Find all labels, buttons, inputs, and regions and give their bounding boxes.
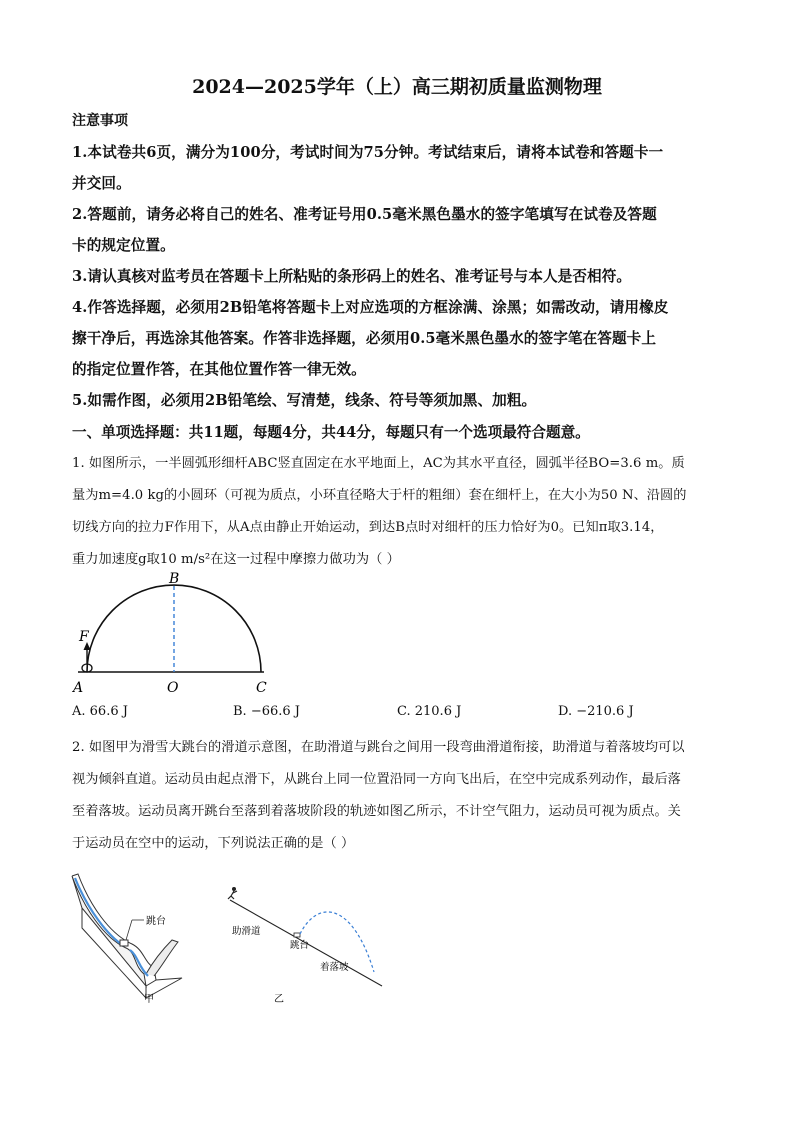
page-title: 2024—2025学年（上）高三期初质量监测物理 [192, 76, 602, 98]
notice-line-4: 卡的规定位置。 [72, 237, 175, 254]
q2-line-1: 2. 如图甲为滑雪大跳台的滑道示意图，在助滑道与跳台之间用一段弯曲滑道衔接，助滑道与着落坡均可以 [72, 740, 685, 755]
q2-figure-jia [64, 868, 204, 1008]
q1-line-4: 重力加速度g取10 m/s²在这一过程中摩擦力做功为（ ） [72, 552, 400, 567]
q1-figure-semicircle [68, 568, 278, 698]
q2-figure-yi [222, 880, 392, 1010]
section-heading: 一、单项选择题：共11题，每题4分，共44分，每题只有一个选项最符合题意。 [72, 424, 590, 441]
notice-line-2: 并交回。 [72, 175, 131, 192]
label-c: C [256, 680, 267, 696]
caption-jia: 甲 [144, 994, 154, 1005]
skier-icon [228, 887, 237, 899]
q1-option-a: A. 66.6 J [72, 704, 128, 719]
label-o: O [167, 680, 179, 696]
caption-yi: 乙 [274, 994, 284, 1005]
ramp-leader [126, 920, 132, 940]
label-b: B [169, 571, 180, 587]
notice-line-9: 5.如需作图，必须用2B铅笔绘、写清楚，线条、符号等须加黑、加粗。 [72, 392, 537, 409]
q1-option-b: B. −66.6 J [233, 704, 300, 719]
q1-option-c: C. 210.6 J [397, 704, 462, 719]
label-a: A [73, 680, 84, 696]
label-f: F [79, 629, 89, 645]
q2-line-2: 视为倾斜直道。运动员由起点滑下，从跳台上同一位置沿同一方向飞出后，在空中完成系列动作，最后落 [72, 772, 681, 787]
label-ramp-yi: 跳台 [290, 940, 310, 951]
ramp-block [120, 940, 128, 946]
slope-outer [72, 876, 146, 986]
q1-option-d: D. −210.6 J [558, 704, 634, 719]
q2-line-3: 至着落坡。运动员离开跳台至落到着落坡阶段的轨迹如图乙所示，不计空气阻力，运动员可视为质点。关 [72, 804, 681, 819]
notice-line-1: 1.本试卷共6页，满分为100分，考试时间为75分钟。考试结束后，请将本试卷和答题卡一 [72, 144, 664, 161]
notice-line-7: 擦干净后，再选涂其他答案。作答非选择题，必须用0.5毫米黑色墨水的签字笔在答题卡上 [72, 330, 657, 347]
ramp-mark [294, 933, 300, 937]
notice-line-3: 2.答题前，请务必将自己的姓名、准考证号用0.5毫米黑色墨水的签字笔填写在试卷及答题 [72, 206, 657, 223]
q1-line-1: 1. 如图所示，一半圆弧形细杆ABC竖直固定在水平地面上，AC为其水平直径，圆弧半径BO=3.6 m。质 [72, 456, 685, 471]
label-land: 着落坡 [320, 962, 349, 973]
landing-curve [146, 940, 178, 976]
q1-line-3: 切线方向的拉力F作用下，从A点由静止开始运动，到达B点时对细杆的压力恰好为0。已知π取3.14， [72, 520, 664, 535]
label-run: 助滑道 [232, 926, 261, 937]
notice-line-8: 的指定位置作答，在其他位置作答一律无效。 [72, 361, 366, 378]
label-ramp-jia: 跳台 [146, 916, 166, 927]
notice-heading: 注意事项 [72, 113, 128, 129]
q1-line-2: 量为m=4.0 kg的小圆环（可视为质点，小环直径略大于杆的粗细）套在细杆上，在大小为50 N、沿圆的 [72, 488, 687, 503]
notice-line-6: 4.作答选择题，必须用2B铅笔将答题卡上对应选项的方框涂满、涂黑；如需改动，请用橡皮 [72, 299, 669, 316]
q2-line-4: 于运动员在空中的运动，下列说法正确的是（ ） [72, 836, 355, 851]
notice-line-5: 3.请认真核对监考员在答题卡上所粘贴的条形码上的姓名、准考证号与本人是否相符。 [72, 268, 632, 285]
